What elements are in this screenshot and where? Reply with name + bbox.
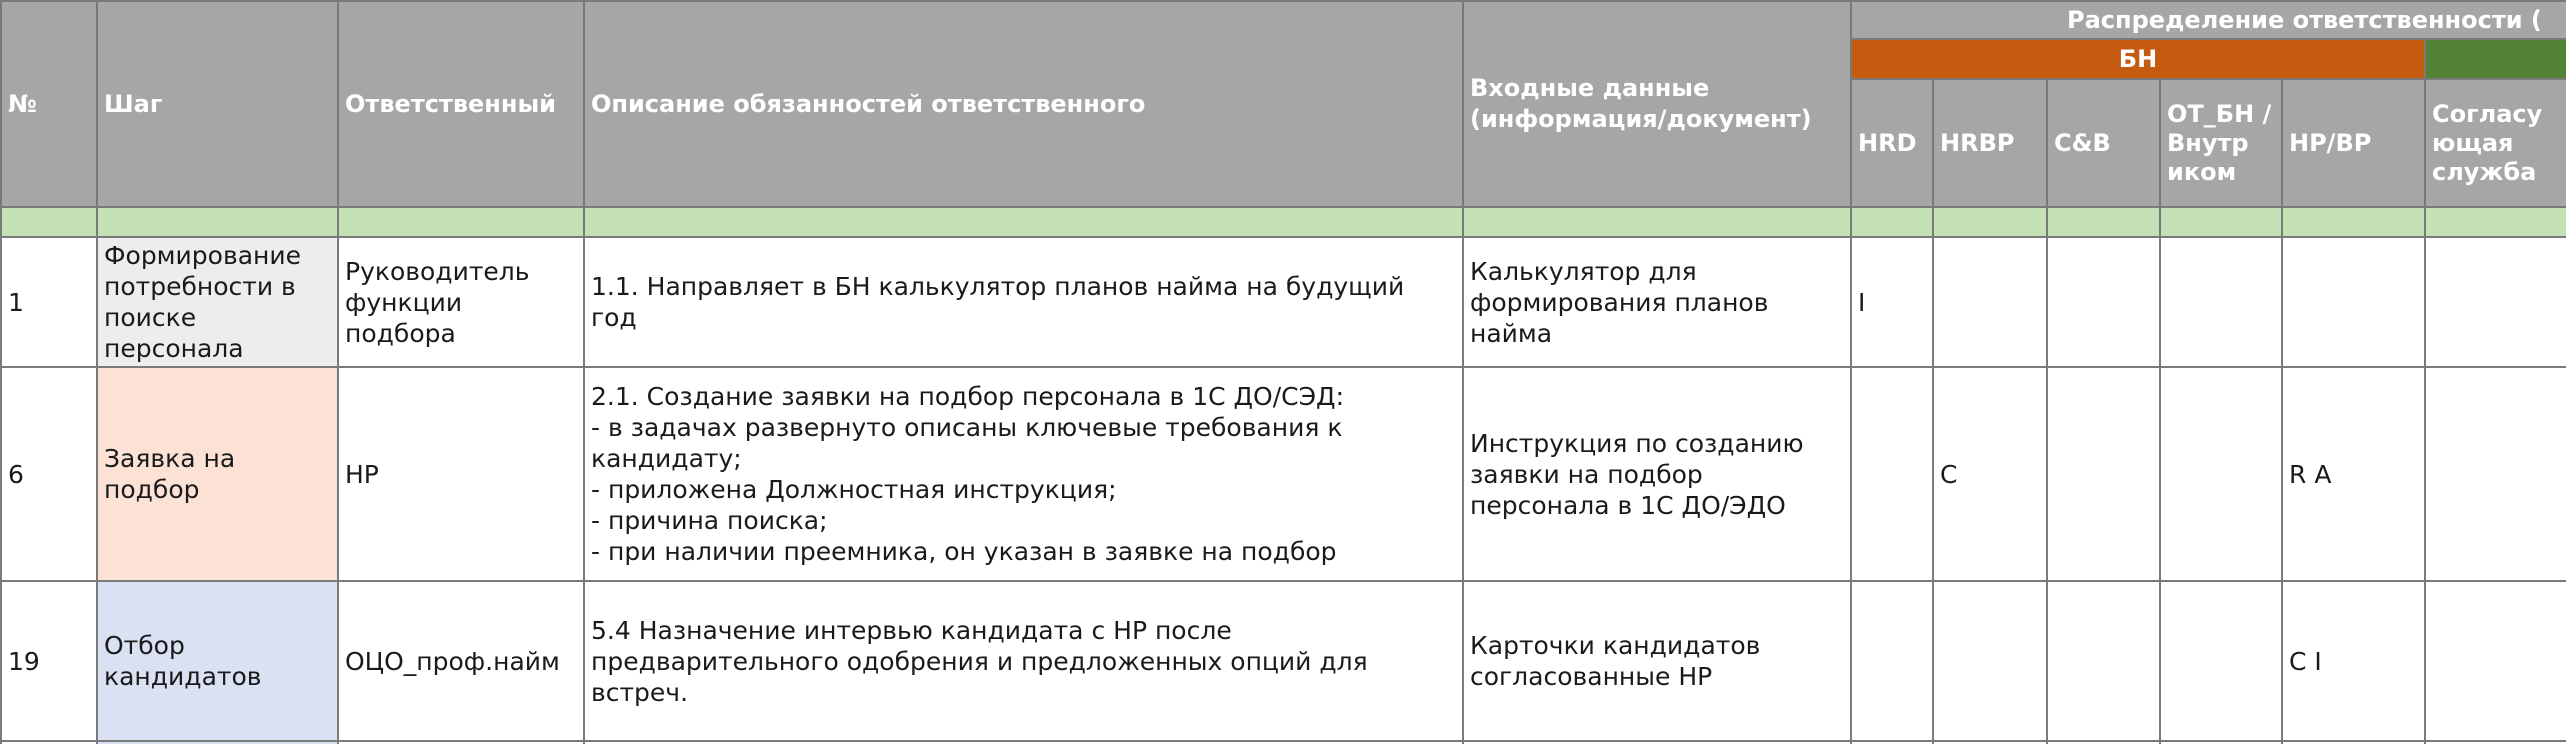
band-cell[interactable]: [338, 207, 584, 237]
description-line: 1.1. Направляет в БН калькулятор планов найма на будущий год: [591, 272, 1405, 332]
band-cell[interactable]: [2425, 207, 2566, 237]
cell-hrbp[interactable]: [1933, 237, 2047, 367]
cell-hp-bp[interactable]: R A: [2282, 367, 2425, 581]
header-bn-group[interactable]: БН: [1851, 39, 2425, 79]
header-approving-service[interactable]: Согласу ющая служба: [2425, 79, 2566, 207]
cell-step[interactable]: Отбор кандидатов: [97, 581, 338, 741]
green-band-row: [1, 207, 2566, 237]
cell-hrd[interactable]: I: [1851, 237, 1933, 367]
cell-no[interactable]: 1: [1, 237, 97, 367]
cell-hrbp[interactable]: [1933, 581, 2047, 741]
header-cb[interactable]: C&B: [2047, 79, 2160, 207]
cell-no[interactable]: 6: [1, 367, 97, 581]
band-cell[interactable]: [97, 207, 338, 237]
cell-step[interactable]: Заявка на подбор: [97, 367, 338, 581]
cell-input[interactable]: Инструкция по созданию заявки на подбор персонала в 1С ДО/ЭДО: [1463, 367, 1851, 581]
description-line: 5.4 Назначение интервью кандидата с HP после предварительного одобрения и предложенных опций для встреч.: [591, 615, 1368, 707]
cell-cb[interactable]: [2047, 237, 2160, 367]
cell-cb[interactable]: [2047, 367, 2160, 581]
band-cell[interactable]: [1, 207, 97, 237]
description-line: 2.1. Создание заявки на подбор персонала в 1С ДО/СЭД:: [591, 382, 1345, 411]
table-row: [1, 581, 2566, 741]
cell-responsible[interactable]: ОЦО_проф.найм: [338, 581, 584, 741]
cell-hrbp[interactable]: C: [1933, 367, 2047, 581]
band-cell[interactable]: [1933, 207, 2047, 237]
header-step[interactable]: Шаг: [97, 1, 338, 207]
header-no[interactable]: №: [1, 1, 97, 207]
band-cell[interactable]: [2047, 207, 2160, 237]
description-line: - причина поиска;: [591, 506, 828, 535]
band-cell[interactable]: [2160, 207, 2282, 237]
cell-no[interactable]: 19: [1, 581, 97, 741]
header-hp-bp[interactable]: HP/BP: [2282, 79, 2425, 207]
band-cell[interactable]: [2282, 207, 2425, 237]
cell-hp-bp[interactable]: C I: [2282, 581, 2425, 741]
cell-ot-bn[interactable]: [2160, 581, 2282, 741]
cell-input[interactable]: Калькулятор для формирования планов найма: [1463, 237, 1851, 367]
header-row-group: [1, 1, 2566, 39]
description-line: - приложена Должностная инструкция;: [591, 475, 1117, 504]
table-row: [1, 237, 2566, 367]
cell-step[interactable]: Формирование потребности в поиске персонала: [97, 237, 338, 367]
cell-description[interactable]: [584, 367, 1463, 581]
cell-input[interactable]: Карточки кандидатов согласованные HP: [1463, 581, 1851, 741]
cell-hp-bp[interactable]: [2282, 237, 2425, 367]
header-hrbp[interactable]: HRBP: [1933, 79, 2047, 207]
cell-responsible[interactable]: HP: [338, 367, 584, 581]
cell-approving-service[interactable]: [2425, 237, 2566, 367]
table-row: [1, 367, 2566, 581]
cell-approving-service[interactable]: [2425, 581, 2566, 741]
header-responsible[interactable]: Ответственный: [338, 1, 584, 207]
header-responsibility-group[interactable]: Распределение ответственности (: [1851, 1, 2566, 39]
cell-ot-bn[interactable]: [2160, 237, 2282, 367]
cell-hrd[interactable]: [1851, 581, 1933, 741]
cell-hrd[interactable]: [1851, 367, 1933, 581]
cell-responsible[interactable]: Руководитель функции подбора: [338, 237, 584, 367]
cell-approving-service[interactable]: [2425, 367, 2566, 581]
cell-description[interactable]: [584, 237, 1463, 367]
header-ot-bn[interactable]: ОТ_БН /Внутр иком: [2160, 79, 2282, 207]
cell-cb[interactable]: [2047, 581, 2160, 741]
header-green-group[interactable]: [2425, 39, 2566, 79]
description-line: - при наличии преемника, он указан в заявке на подбор: [591, 537, 1337, 566]
cell-ot-bn[interactable]: [2160, 367, 2282, 581]
header-input[interactable]: Входные данные (информация/документ): [1463, 1, 1851, 207]
description-line: - в задачах развернуто описаны ключевые требования к кандидату;: [591, 413, 1343, 473]
band-cell[interactable]: [1463, 207, 1851, 237]
band-cell[interactable]: [1851, 207, 1933, 237]
header-description[interactable]: Описание обязанностей ответственного: [584, 1, 1463, 207]
cell-description[interactable]: [584, 581, 1463, 741]
header-hrd[interactable]: HRD: [1851, 79, 1933, 207]
band-cell[interactable]: [584, 207, 1463, 237]
